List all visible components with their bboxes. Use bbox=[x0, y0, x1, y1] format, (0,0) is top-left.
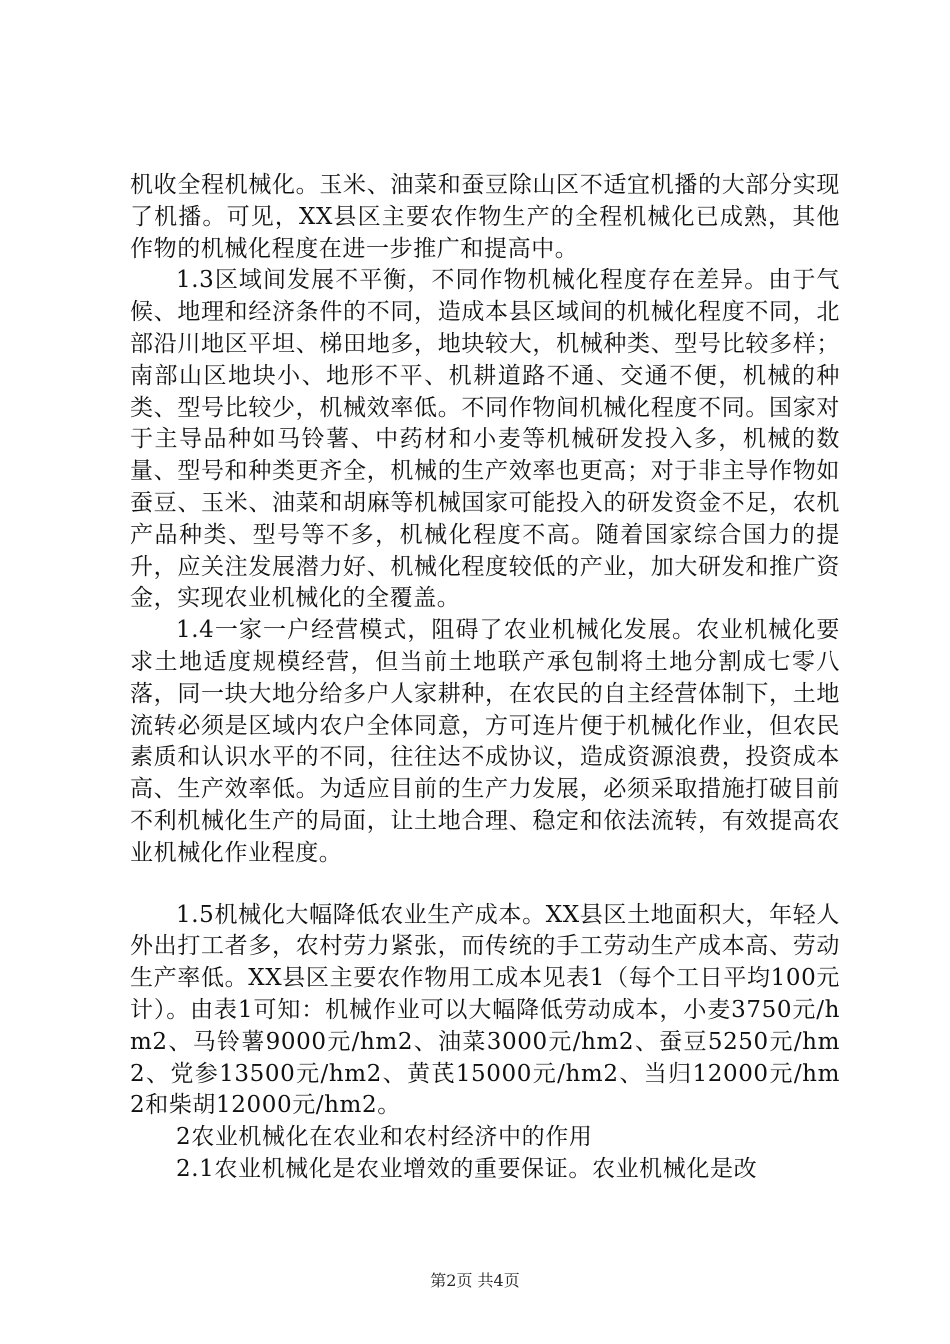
paragraph-section-1-5: 1.5机械化大幅降低农业生产成本。XX县区土地面积大，年轻人外出打工者多，农村劳力紧张，而传统的手工劳动生产成本高、劳动生产率低。XX县区主要农作物用工成本见表1（每个工日平均100元计）。由表1可知：机械作业可以大幅降低劳动成本，小麦3750元/hm2、马铃薯9000元/hm2、油菜3000元/hm2、蚕豆5250元/hm2、党参13500元/hm2、黄芪15000元/hm2、当归12000元/hm2和柴胡12000元/hm2。 bbox=[130, 901, 840, 1119]
section-heading-2: 2农业机械化在农业和农村经济中的作用 bbox=[176, 1124, 593, 1151]
page-number-footer: 第2页 共4页 bbox=[430, 1271, 520, 1290]
paragraph-continuation: 机收全程机械化。玉米、油菜和蚕豆除山区不适宜机播的大部分实现了机播。可见，XX县区主要农作物生产的全程机械化已成熟，其他作物的机械化程度在进一步推广和提高中。 bbox=[130, 172, 840, 262]
paragraph-section-2-1: 2.1农业机械化是农业增效的重要保证。农业机械化是改 bbox=[176, 1155, 758, 1182]
paragraph-section-1-4: 1.4一家一户经营模式，阻碍了农业机械化发展。农业机械化要求土地适度规模经营，但当前土地联产承包制将土地分割成七零八落，同一块大地分给多户人家耕种，在农民的自主经营体制下，土地流转必须是区域内农户全体同意，方可连片便于机械化作业，但农民素质和认识水平的不同，往往达不成协议，造成资源浪费，投资成本高、生产效率低。为适应目前的生产力发展，必须采取措施打破目前不利机械化生产的局面，让土地合理、稳定和依法流转，有效提高农业机械化作业程度。 bbox=[130, 617, 840, 866]
document-body bbox=[130, 170, 840, 1186]
paragraph-section-1-3: 1.3区域间发展不平衡，不同作物机械化程度存在差异。由于气候、地理和经济条件的不同，造成本县区域间的机械化程度不同，北部沿川地区平坦、梯田地多，地块较大，机械种类、型号比较多样；南部山区地块小、地形不平、机耕道路不通、交通不便，机械的种类、型号比较少，机械效率低。不同作物间机械化程度不同。国家对于主导品种如马铃薯、中药材和小麦等机械研发投入多，机械的数量、型号和种类更齐全，机械的生产效率也更高；对于非主导作物如蚕豆、玉米、油菜和胡麻等机械国家可能投入的研发资金不足，农机产品种类、型号等不多，机械化程度不高。随着国家综合国力的提升，应关注发展潜力好、机械化程度较低的产业，加大研发和推广资金，实现农业机械化的全覆盖。 bbox=[130, 267, 840, 612]
